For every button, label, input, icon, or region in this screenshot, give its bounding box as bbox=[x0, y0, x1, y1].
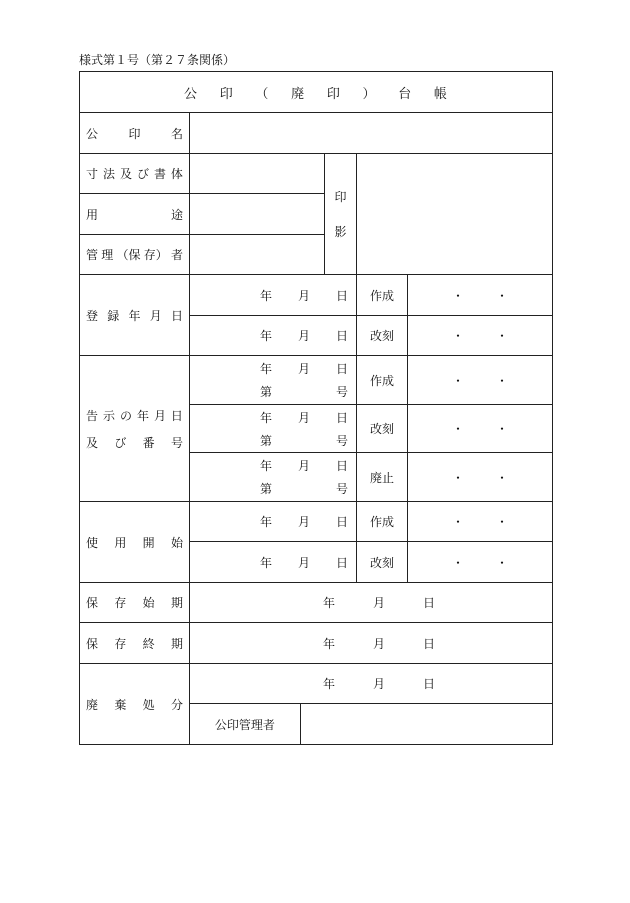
form-number-caption: 様式第１号（第２７条関係） bbox=[79, 53, 236, 67]
date-dots[interactable]: ・ ・ bbox=[408, 316, 553, 356]
field-seal-name[interactable] bbox=[190, 113, 553, 154]
label-seal-name: 公 印 名 bbox=[80, 113, 190, 154]
label-seal-impression: 印 影 bbox=[325, 154, 357, 275]
status-revise: 改刻 bbox=[357, 316, 408, 356]
label-keep-end: 保 存 終 期 bbox=[80, 623, 190, 664]
label-keep-start: 保 存 始 期 bbox=[80, 583, 190, 623]
field-size-font[interactable] bbox=[190, 154, 325, 194]
status-create: 作成 bbox=[357, 275, 408, 316]
date-dots[interactable]: ・ ・ bbox=[408, 275, 553, 316]
date-dots[interactable]: ・ ・ bbox=[408, 542, 553, 583]
ledger-title: 公 印 （ 廃 印 ） 台 帳 bbox=[80, 72, 553, 113]
status-create: 作成 bbox=[357, 502, 408, 542]
field-manager[interactable] bbox=[190, 235, 325, 275]
label-notice-date-number: 告 示 の 年 月 日 及 び 番 号 bbox=[80, 356, 190, 502]
notice-abolish[interactable]: 年 月 日 第 号 bbox=[190, 453, 357, 502]
disposal-date[interactable]: 年 月 日 bbox=[190, 664, 553, 704]
label-registration-date: 登 録 年 月 日 bbox=[80, 275, 190, 356]
status-create: 作成 bbox=[357, 356, 408, 405]
field-use[interactable] bbox=[190, 194, 325, 235]
keep-end-date[interactable]: 年 月 日 bbox=[190, 623, 553, 664]
date-dots[interactable]: ・ ・ bbox=[408, 453, 553, 502]
seal-ledger-table bbox=[79, 71, 553, 745]
label-start-use: 使 用 開 始 bbox=[80, 502, 190, 583]
start-use-revise[interactable]: 年 月 日 bbox=[190, 542, 357, 583]
label-disposal: 廃 棄 処 分 bbox=[80, 664, 190, 745]
notice-revise[interactable]: 年 月 日 第 号 bbox=[190, 405, 357, 453]
status-revise: 改刻 bbox=[357, 542, 408, 583]
status-abolish: 廃止 bbox=[357, 453, 408, 502]
status-revise: 改刻 bbox=[357, 405, 408, 453]
label-size-font: 寸 法 及 び 書 体 bbox=[80, 154, 190, 194]
date-dots[interactable]: ・ ・ bbox=[408, 502, 553, 542]
notice-create[interactable]: 年 月 日 第 号 bbox=[190, 356, 357, 405]
date-dots[interactable]: ・ ・ bbox=[408, 356, 553, 405]
date-dots[interactable]: ・ ・ bbox=[408, 405, 553, 453]
field-seal-impression[interactable] bbox=[357, 154, 553, 275]
start-use-create[interactable]: 年 月 日 bbox=[190, 502, 357, 542]
label-use: 用 途 bbox=[80, 194, 190, 235]
reg-date-create[interactable]: 年 月 日 bbox=[190, 275, 357, 316]
label-manager: 管 理 （保 存） 者 bbox=[80, 235, 190, 275]
label-seal-manager: 公印管理者 bbox=[190, 704, 301, 745]
field-seal-manager[interactable] bbox=[300, 704, 552, 745]
reg-date-revise[interactable]: 年 月 日 bbox=[190, 316, 357, 356]
keep-start-date[interactable]: 年 月 日 bbox=[190, 583, 553, 623]
